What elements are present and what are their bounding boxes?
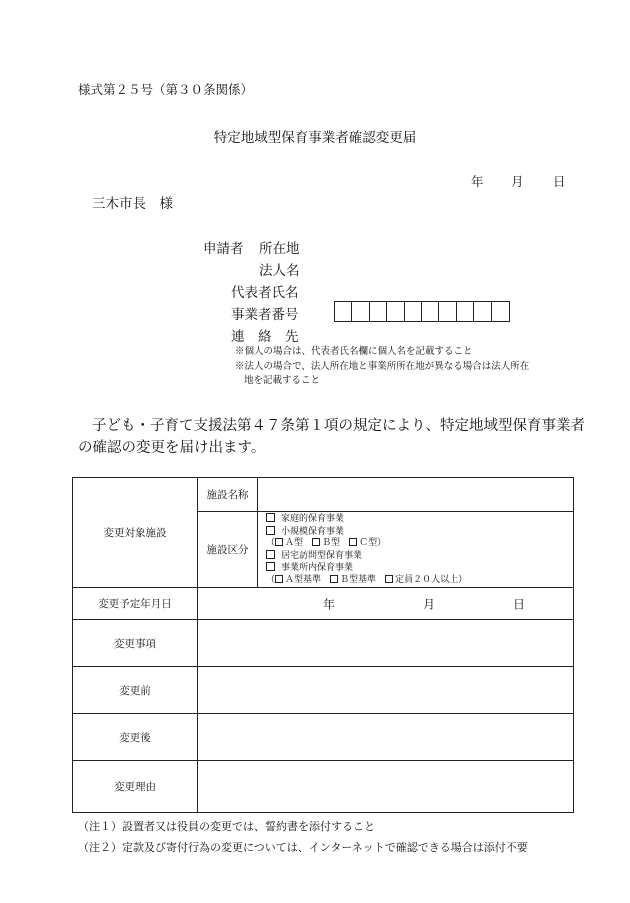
option-wp-capacity: 定員２０人以上 [395, 574, 459, 585]
checkbox-small-c[interactable] [349, 538, 357, 546]
page-title: 特定地域型保育事業者確認変更届 [213, 130, 417, 146]
change-reason-field[interactable] [198, 761, 574, 813]
checkbox-workplace[interactable] [266, 562, 275, 571]
option-workplace: 事業所内保育事業 [281, 563, 354, 573]
planned-month-label: 月 [423, 597, 436, 611]
contact-label: 連 絡 先 [231, 329, 299, 345]
before-change-field[interactable] [198, 667, 574, 714]
applicant-heading: 申請者 [203, 241, 244, 257]
change-item-label: 変更事項 [73, 620, 198, 667]
business-number-cell[interactable] [335, 302, 352, 321]
facility-name-label: 施設名称 [198, 478, 258, 512]
option-wp-b: Ｂ型基準 [340, 574, 377, 585]
option-wp-a: Ａ型基準 [285, 574, 322, 585]
target-facility-label: 変更対象施設 [73, 478, 198, 588]
checkbox-small-b[interactable] [312, 538, 320, 546]
date-day-label: 日 [553, 174, 566, 189]
option-home: 家庭的保育事業 [281, 514, 345, 524]
business-number-cell[interactable] [387, 302, 404, 321]
option-small: 小規模保育事業 [281, 526, 345, 537]
checkbox-small-a[interactable] [275, 538, 283, 546]
form-number: 様式第２５号（第３０条関係） [78, 82, 254, 97]
planned-year-label: 年 [323, 597, 336, 611]
business-number-cell[interactable] [474, 302, 491, 321]
body-text-line1: 子ども・子育て支援法第４７条第１項の規定により、特定地域型保育事業者 [92, 418, 585, 434]
checkbox-small[interactable] [266, 526, 275, 535]
business-number-cell[interactable] [352, 302, 369, 321]
address-label: 所在地 [259, 241, 300, 257]
date-month-label: 月 [511, 174, 524, 189]
business-number-cell[interactable] [422, 302, 439, 321]
checkbox-wp-capacity[interactable] [385, 575, 393, 583]
business-number-cell[interactable] [439, 302, 456, 321]
option-small-c: Ｃ型 [359, 538, 378, 548]
business-number-cell[interactable] [457, 302, 474, 321]
business-number-label: 事業者番号 [231, 307, 299, 323]
business-number-cell[interactable] [405, 302, 422, 321]
facility-type-options: 家庭的保育事業 小規模保育事業 （ Ａ型 Ｂ型 Ｃ型） 居宅訪問型保育事業 事業所内保育事業 （ Ａ型基準 Ｂ型基準 定員２０人以上） [258, 512, 574, 588]
date-year-label: 年 [471, 174, 484, 189]
before-change-label: 変更前 [73, 667, 198, 714]
body-text-line2: の確認の変更を届け出ます。 [78, 440, 266, 456]
planned-day-label: 日 [513, 597, 526, 611]
planned-date-label: 変更予定年月日 [73, 588, 198, 620]
change-form-table [72, 477, 574, 813]
representative-label: 代表者氏名 [231, 285, 299, 301]
option-small-a: Ａ型 [285, 538, 304, 548]
checkbox-wp-b[interactable] [330, 575, 338, 583]
business-number-cell[interactable] [492, 302, 509, 321]
facility-type-label: 施設区分 [198, 512, 258, 588]
corp-name-label: 法人名 [259, 263, 300, 279]
facility-name-field[interactable] [258, 478, 574, 512]
applicant-note-corp-line2: 地を記載すること [244, 375, 321, 386]
change-item-field[interactable] [198, 620, 574, 667]
business-number-cell[interactable] [370, 302, 387, 321]
checkbox-home[interactable] [266, 513, 275, 522]
after-change-label: 変更後 [73, 714, 198, 761]
applicant-note-individual: ※個人の場合は、代表者氏名欄に個人名を記載すること [235, 346, 473, 357]
addressee: 三木市長 様 [92, 196, 173, 212]
planned-date-field[interactable] [198, 588, 574, 620]
footnote-1: （注１）設置者又は役員の変更では、誓約書を添付すること [78, 820, 375, 833]
option-small-b: Ｂ型 [322, 538, 341, 548]
checkbox-wp-a[interactable] [275, 575, 283, 583]
after-change-field[interactable] [198, 714, 574, 761]
checkbox-visiting[interactable] [266, 550, 275, 559]
option-visiting: 居宅訪問型保育事業 [281, 550, 363, 561]
business-number-boxes[interactable] [334, 301, 510, 322]
applicant-note-corp-line1: ※法人の場合で、法人所在地と事業所所在地が異なる場合は法人所在 [235, 361, 530, 372]
footnote-2: （注２）定款及び寄付行為の変更については、インターネットで確認できる場合は添付不要 [78, 841, 528, 854]
change-reason-label: 変更理由 [73, 761, 198, 813]
